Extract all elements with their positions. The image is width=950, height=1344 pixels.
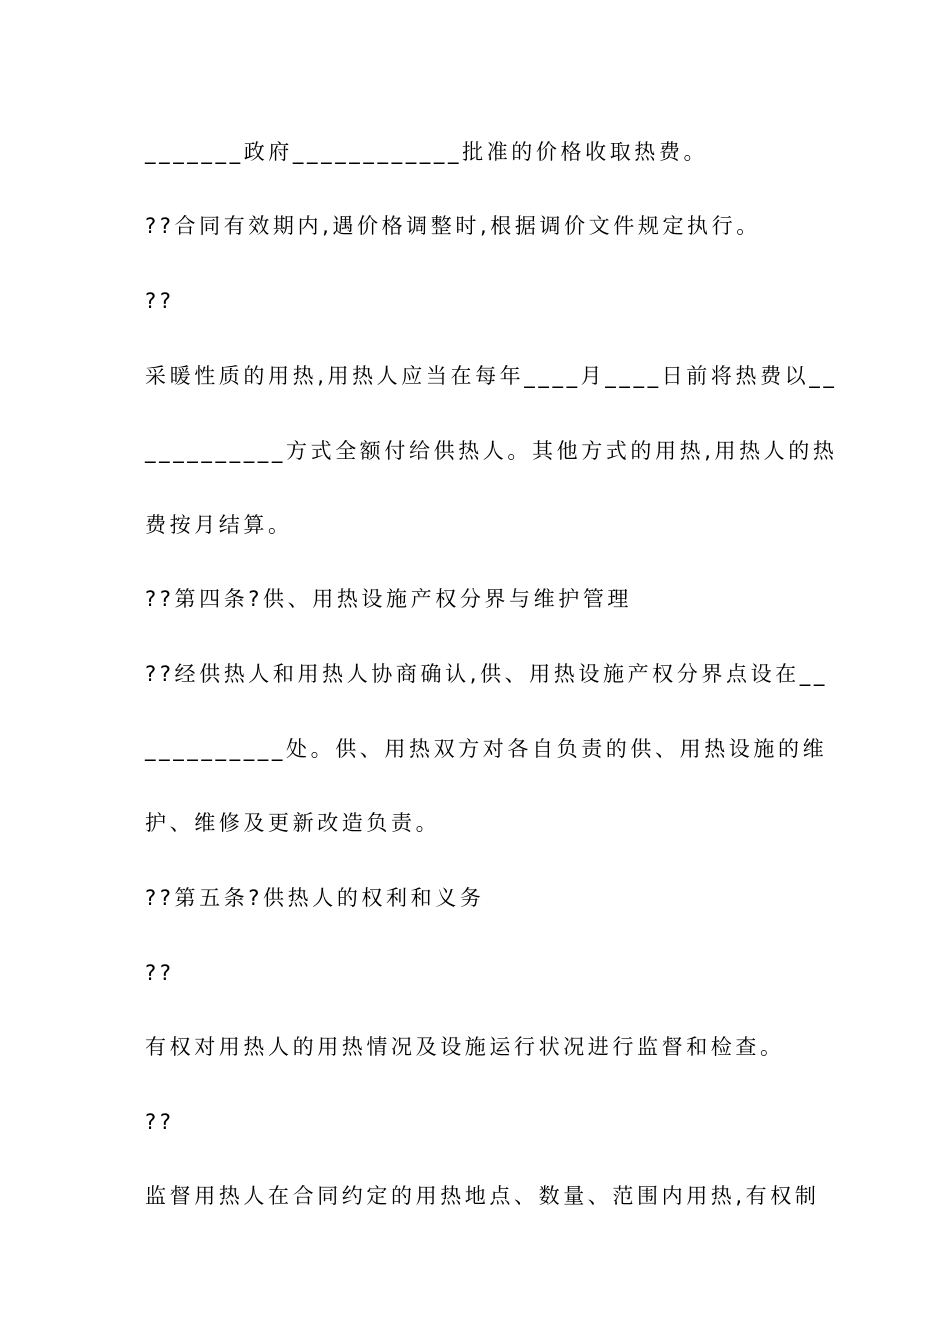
section-heading: ??第四条?供、用热设施产权分界与维护管理	[145, 587, 633, 611]
text-line: 费按月结算。	[145, 513, 293, 537]
text-line: 监督用热人在合同约定的用热地点、数量、范围内用热,有权制	[145, 1184, 820, 1208]
text-line: ??	[145, 289, 175, 313]
text-line: __________方式全额付给供热人。其他方式的用热,用热人的热	[145, 439, 838, 463]
text-line: ??	[145, 961, 175, 985]
text-line: ??经供热人和用热人协商确认,供、用热设施产权分界点设在__	[145, 662, 828, 686]
text-line: __________处。供、用热双方对各自负责的供、用热设施的维	[145, 737, 828, 761]
section-heading: ??第五条?供热人的权利和义务	[145, 886, 485, 910]
text-line: ??合同有效期内,遇价格调整时,根据调价文件规定执行。	[145, 214, 761, 238]
text-line: 护、维修及更新改造负责。	[145, 811, 441, 835]
text-line: 采暖性质的用热,用热人应当在每年____月____日前将热费以__	[145, 364, 838, 388]
text-line: ??	[145, 1110, 175, 1134]
text-line: 有权对用热人的用热情况及设施运行状况进行监督和检查。	[145, 1035, 785, 1059]
text-line: _______政府____________批准的价格收取热费。	[145, 140, 709, 164]
